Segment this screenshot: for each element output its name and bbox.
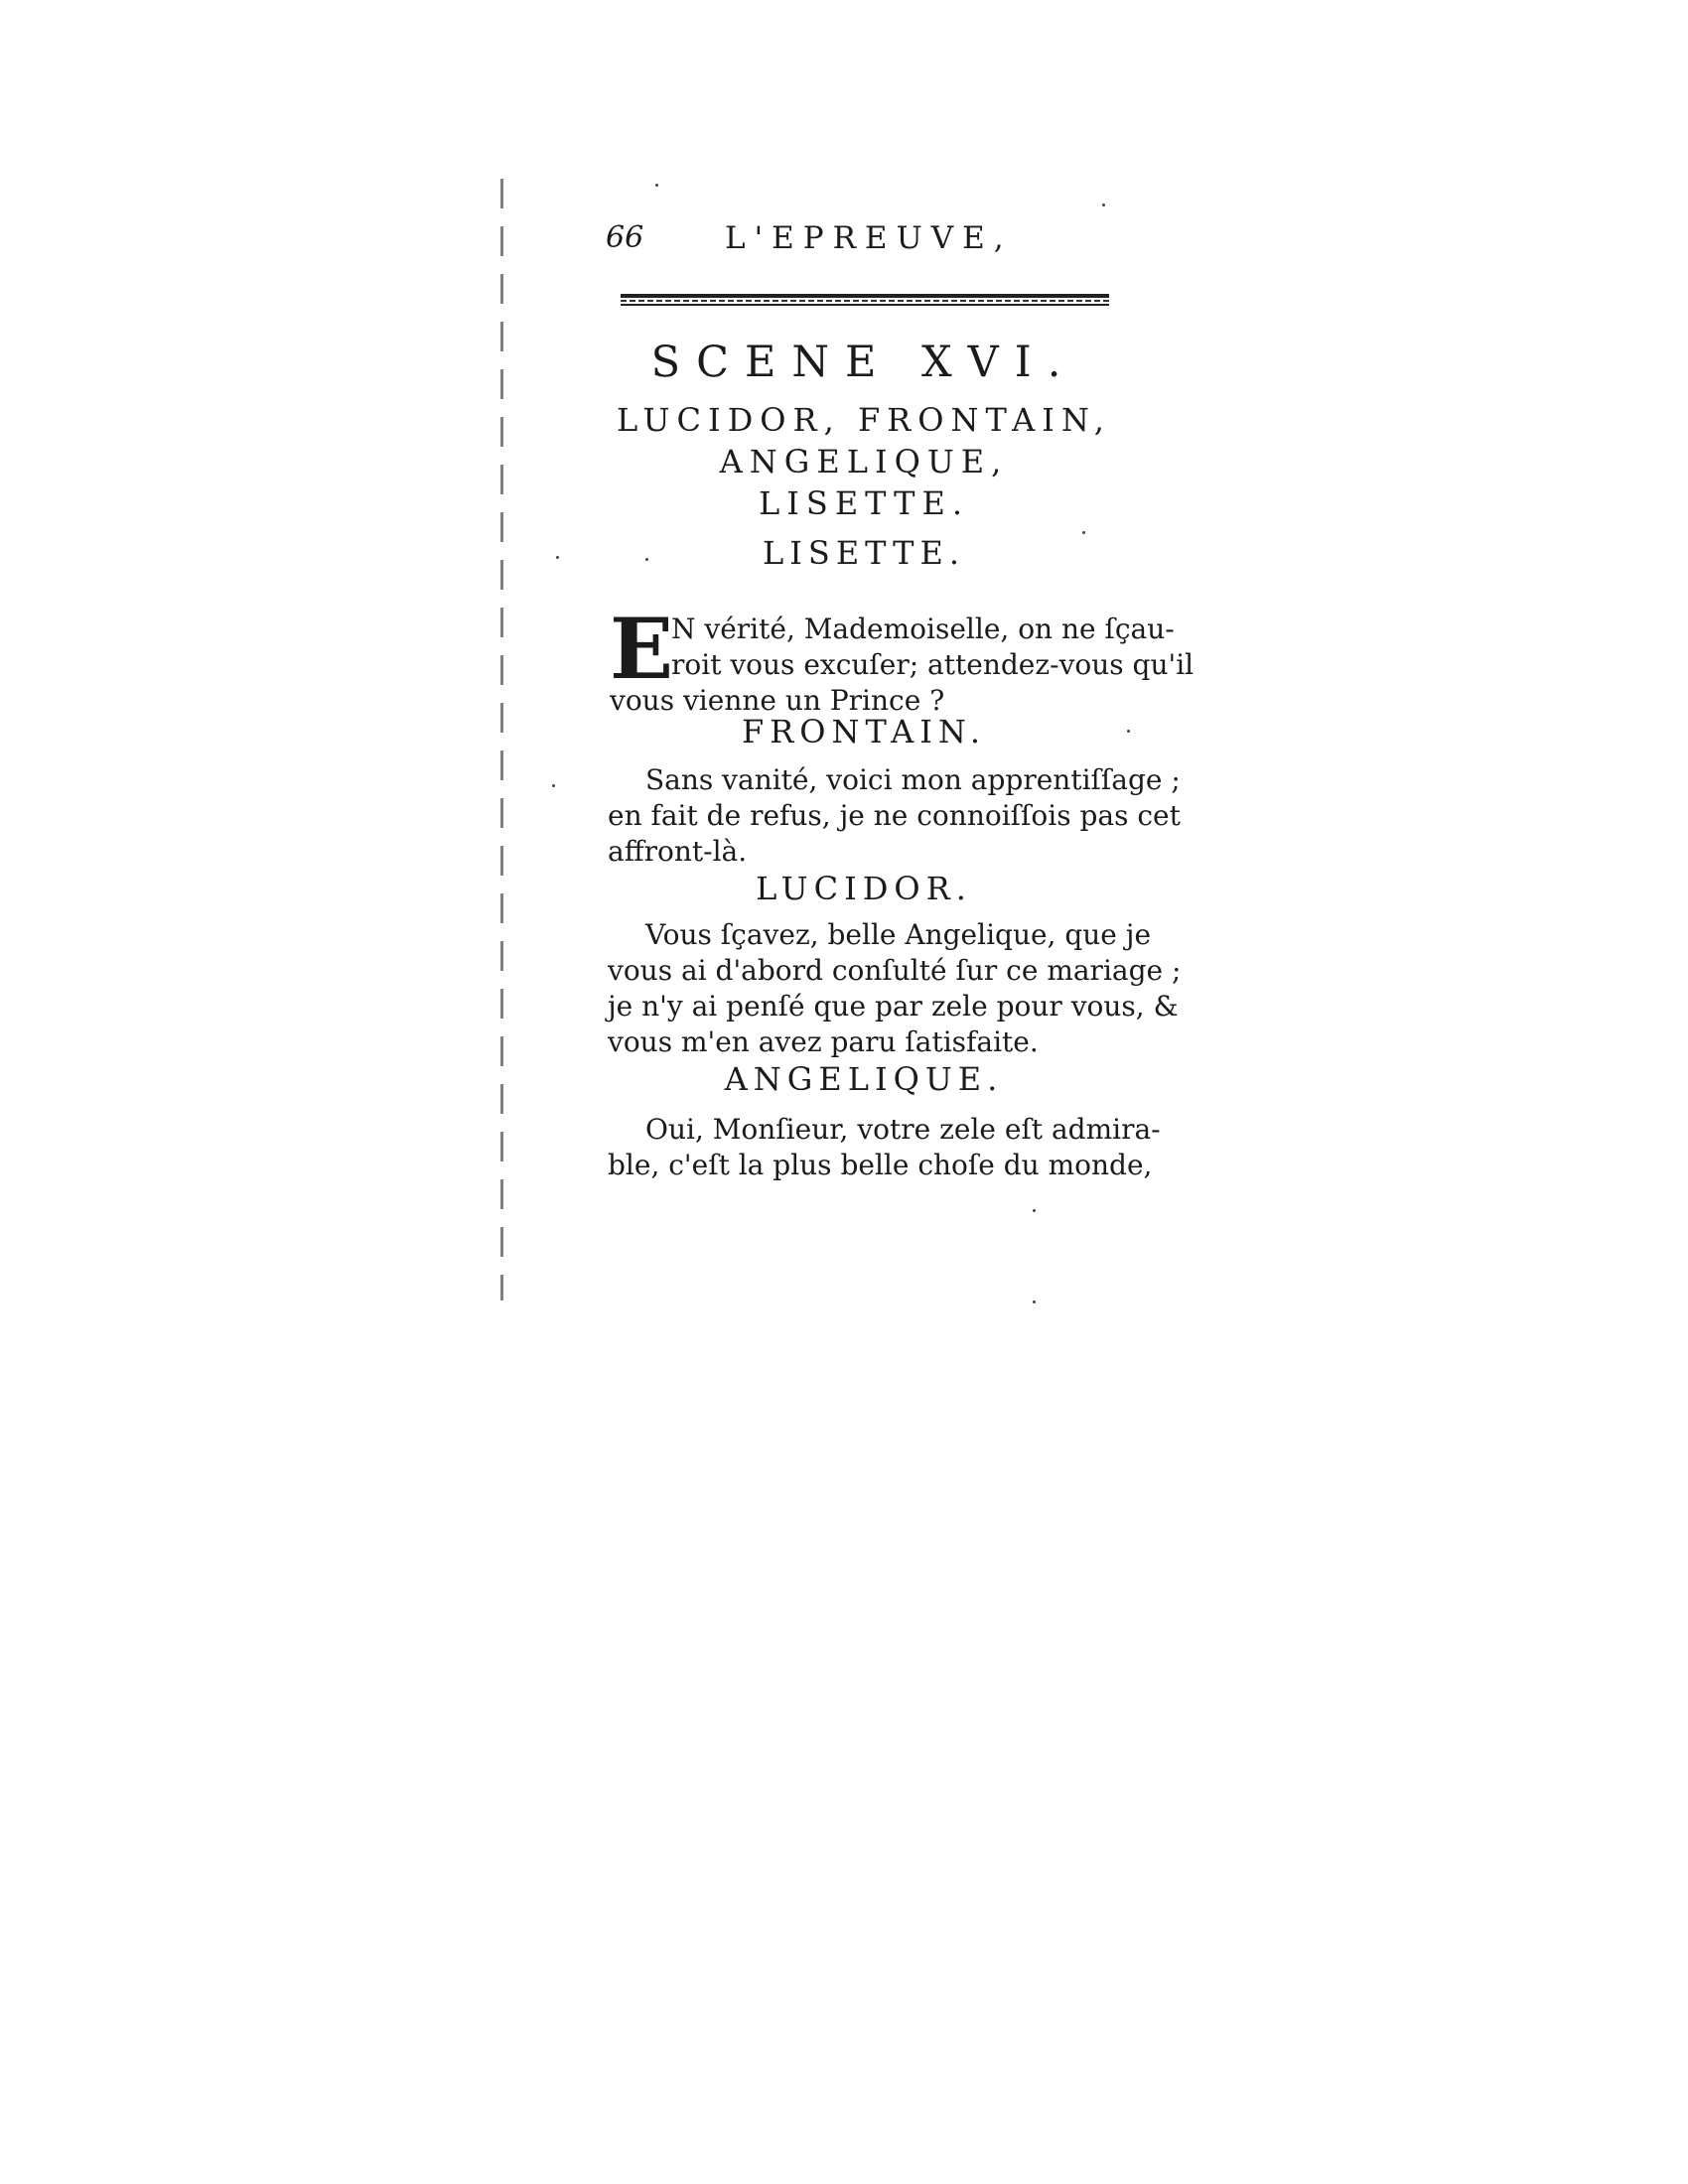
speech-lisette — [610, 600, 1195, 727]
speech-line: vous m'en avez paru ſatisfaite. — [608, 1025, 1039, 1058]
speech-line: en fait de refus, je ne connoiſſois pas cet — [608, 799, 1181, 832]
speech-line: ble, c'eſt la plus belle choſe du monde, — [608, 1149, 1153, 1181]
cast-line: ANGELIQUE, — [719, 443, 1009, 480]
cast-list — [616, 399, 1112, 524]
speech-line: Sans vanité, voici mon apprentiſſage ; — [645, 763, 1181, 796]
speech-line: N vérité, Mademoiselle, on ne ſçau- — [671, 613, 1175, 645]
speech-line: roit vous excuſer; attendez-vous qu'il — [671, 648, 1195, 681]
speech-line: vous ai d'abord conſulté ſur ce mariage ; — [608, 954, 1182, 987]
speech-lucidor — [608, 917, 1182, 1060]
running-title: L'EPREUVE, — [725, 220, 1013, 256]
running-head — [606, 220, 1122, 264]
speech-line: Vous ſçavez, belle Angelique, que je — [645, 918, 1152, 951]
cast-line: LUCIDOR, FRONTAIN, — [617, 401, 1111, 439]
scene-title: SCENE XVI. — [650, 338, 1077, 387]
speaker-name: LISETTE. — [763, 534, 965, 572]
speech-frontain — [608, 762, 1181, 870]
ornamental-rule — [621, 294, 1109, 306]
speech-line: je n'y ai penſé que par zele pour vous, & — [608, 990, 1179, 1023]
speech-line: affront-là. — [608, 835, 748, 868]
page-number: 66 — [606, 220, 644, 255]
speech-line: Oui, Monſieur, votre zele eſt admira- — [645, 1113, 1161, 1146]
speaker-name: LUCIDOR. — [756, 870, 972, 907]
speaker-name: ANGELIQUE. — [724, 1060, 1004, 1098]
speech-line: vous vienne un Prince ? — [610, 684, 945, 717]
cast-line: LISETTE. — [759, 484, 969, 522]
speech-angelique — [608, 1112, 1161, 1183]
speaker-name: FRONTAIN. — [742, 713, 986, 751]
drop-cap: E — [610, 600, 674, 698]
margin-binding-line — [500, 179, 503, 1300]
